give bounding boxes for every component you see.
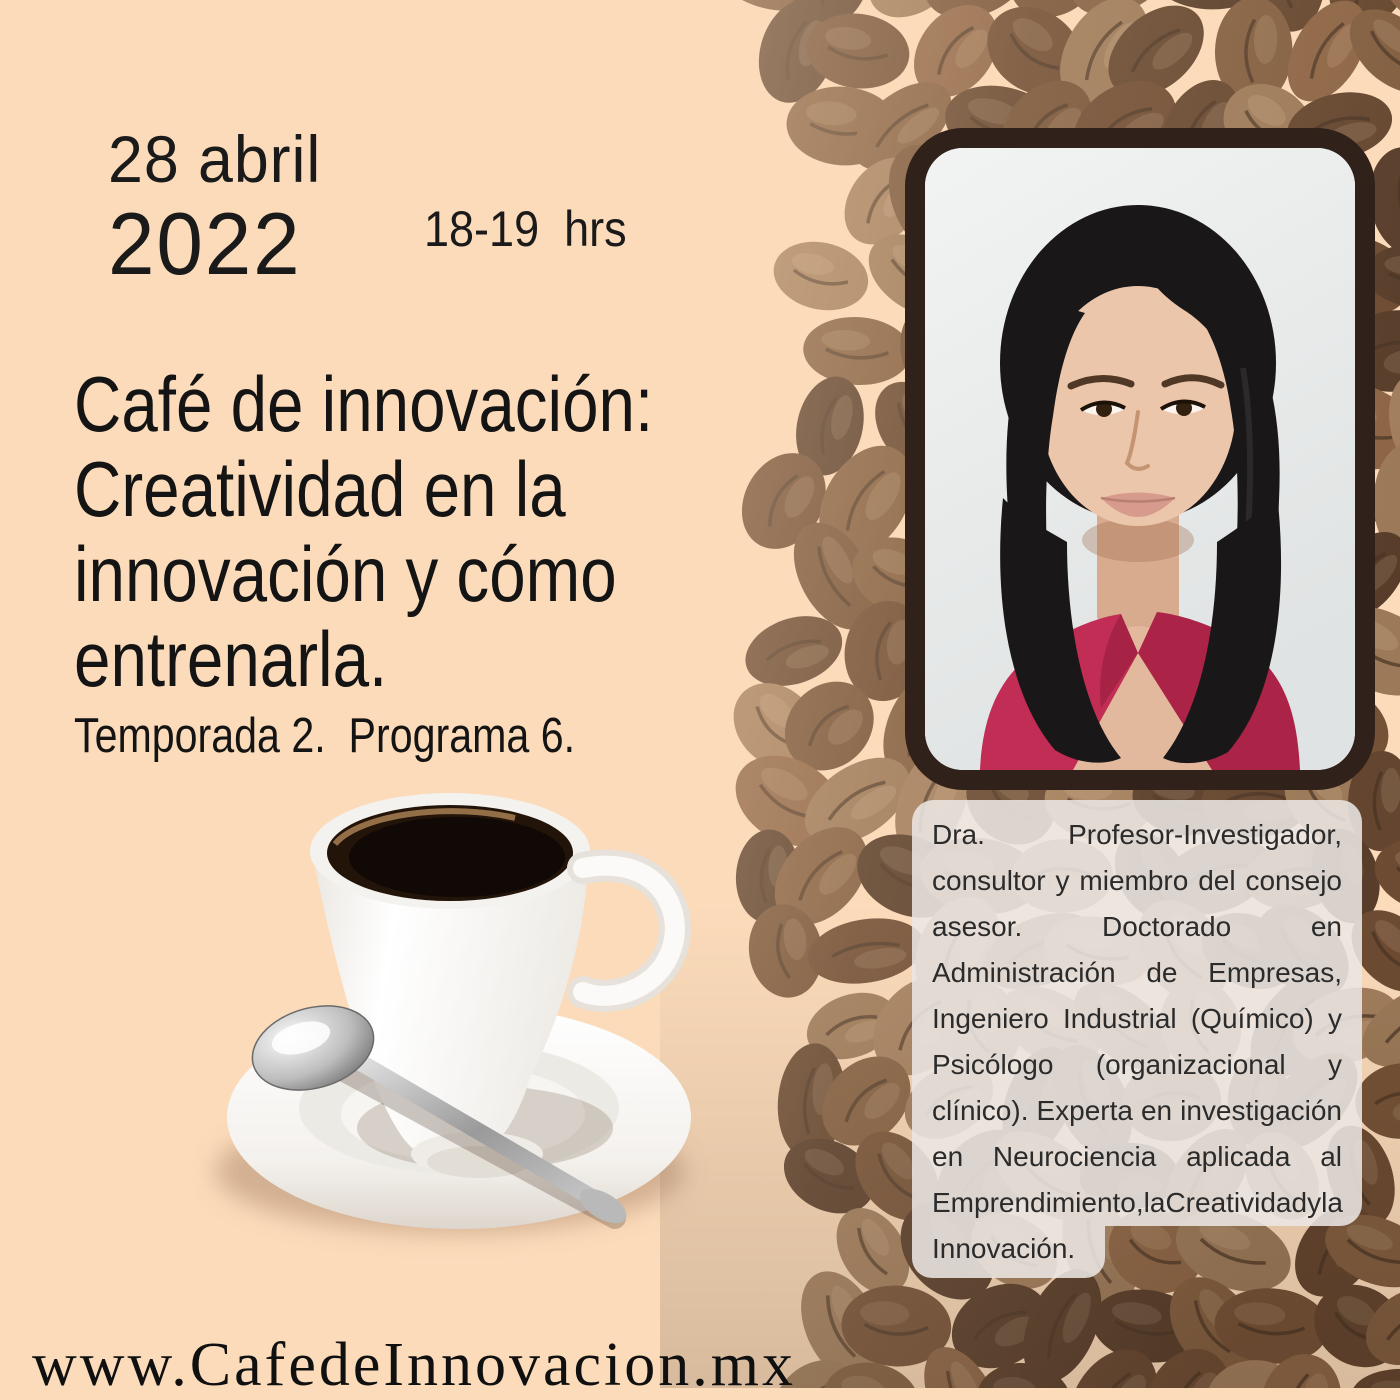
speaker-bio <box>912 800 1362 1278</box>
bio-line: Ingeniero Industrial (Químico) y <box>932 1003 1342 1034</box>
event-date-day: 28 abril <box>108 122 322 196</box>
title-line-2: Creatividad en la <box>74 445 566 533</box>
bio-line: Administración de Empresas, <box>932 957 1342 988</box>
website-link[interactable]: www.CafedeInnovacion.mx <box>32 1330 796 1400</box>
speaker-portrait-frame <box>905 128 1375 790</box>
speaker-bio-text <box>912 800 1362 1226</box>
bio-line: asesor. Doctorado en <box>932 911 1342 942</box>
event-date-year: 2022 <box>108 194 302 293</box>
speaker-portrait-illustration <box>925 148 1355 770</box>
event-time: 18-19 hrs <box>424 201 627 257</box>
title-line-4: entrenarla. <box>74 615 388 703</box>
bio-line: Dra. Profesor-Investigador, <box>932 819 1342 850</box>
bio-line: consultor y miembro del consejo <box>932 865 1342 896</box>
event-date <box>108 122 322 293</box>
event-title <box>74 362 653 764</box>
speaker-bio-last-line: Innovación. <box>912 1226 1105 1278</box>
season-program-label: Temporada 2. Programa 6. <box>74 709 576 763</box>
coffee-cup-image <box>185 756 755 1276</box>
bio-line: clínico). Experta en investigación <box>932 1095 1342 1126</box>
speaker-portrait <box>925 148 1355 770</box>
bio-line: en Neurociencia aplicada al <box>932 1141 1342 1172</box>
title-line-1: Café de innovación: <box>74 360 654 448</box>
coffee-cup-illustration <box>185 756 755 1276</box>
bio-line: Psicólogo (organizacional y <box>932 1049 1342 1080</box>
title-line-3: innovación y cómo <box>74 530 617 618</box>
bio-line: Emprendimiento, la Creatividad y la <box>932 1187 1343 1218</box>
